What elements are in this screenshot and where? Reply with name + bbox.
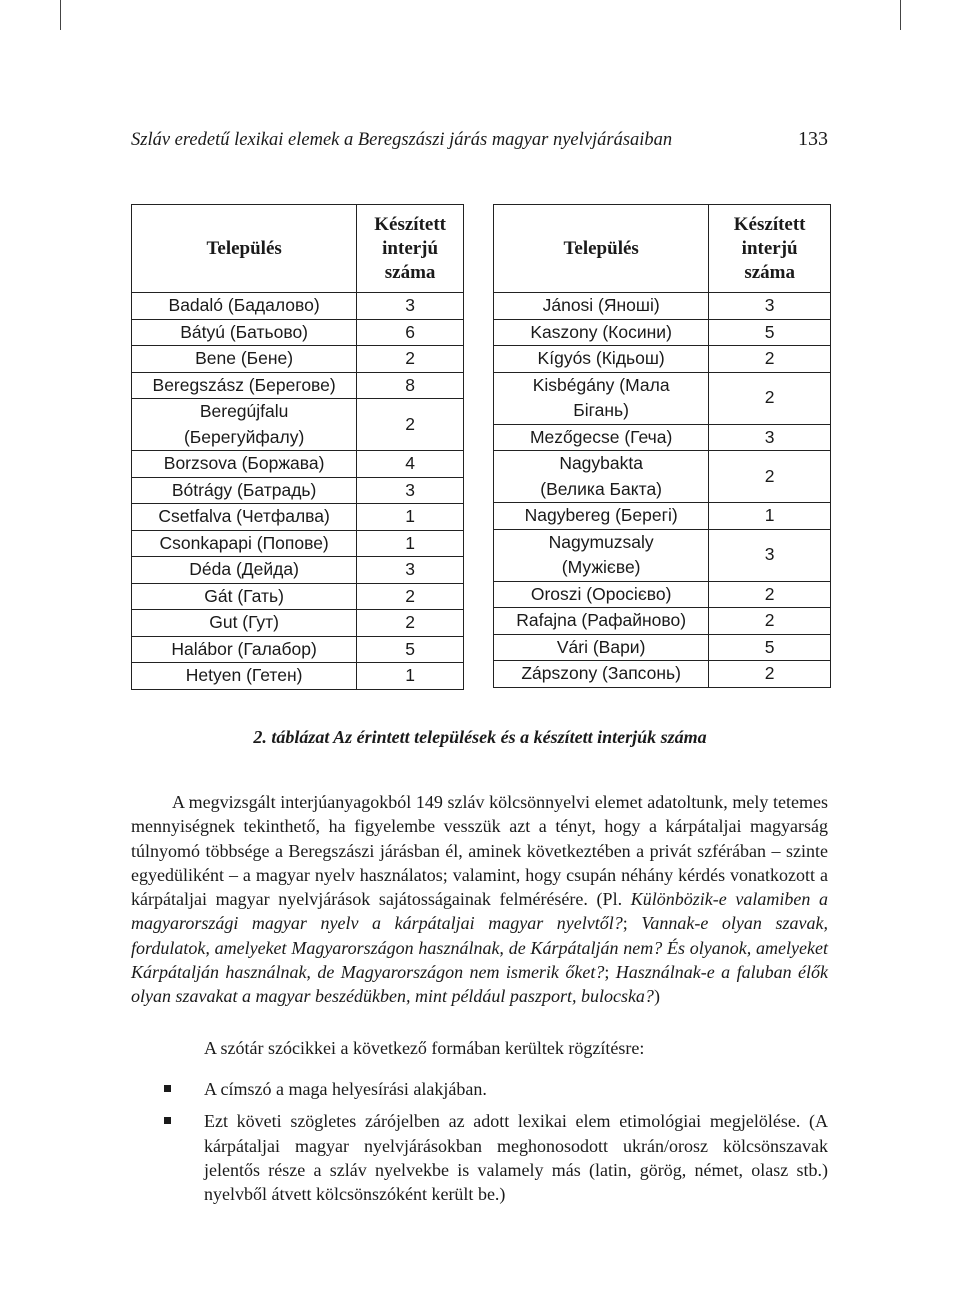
body-paragraph xyxy=(131,790,828,1009)
interview-count: 2 xyxy=(357,346,464,373)
paragraph-text: A megvizsgált interjúanyagokból 149 szláv kölcsönnyelvi elemet adatoltunk, mely tetemes mennyiségnek tekinthető, ha figyelembe vesszük azt a tényt, hogy a kárpátaljai magyarság túlnyomó többsége a Beregszászi járásban él, aminek következtében a privát szférában – szinte egyedüliként – a magyar nyelv használatos; valamint, hogy csupán néhány kérdés vonatkozott a kárpátaljai magyar nyelvjárások sajátosságainak felmérésére. (Pl. xyxy=(131,792,828,910)
table-row xyxy=(494,293,831,320)
paragraph-text: ; xyxy=(604,962,616,983)
interview-count: 3 xyxy=(709,529,831,581)
table-row xyxy=(132,557,464,584)
settlement-name: Gut (Гут) xyxy=(132,610,357,637)
interview-count: 2 xyxy=(357,583,464,610)
settlement-name-line: Nagymuzsaly xyxy=(548,531,654,552)
table-row xyxy=(132,293,464,320)
header-line: Készített xyxy=(733,213,806,235)
settlement-name xyxy=(494,372,709,424)
settlement-name xyxy=(494,451,709,503)
header-settlement: Település xyxy=(494,205,709,293)
interview-count: 5 xyxy=(709,319,831,346)
square-bullet-icon xyxy=(164,1085,171,1092)
interview-count: 2 xyxy=(709,581,831,608)
settlement-name: Oroszi (Оросієво) xyxy=(494,581,709,608)
settlement-name-line: (Велика Бакта) xyxy=(540,478,663,499)
list-item-text: Ezt követi szögletes zárójelben az adott lexikai elem etimológiai megjelölése. (A kárpátaljai magyar nyelvjárásokban meghonosodott ukrán/orosz kölcsönszavak jelentős része a szláv nyelvekbe is valamely más (latin, görög, német, olasz stb.) nyelvből átvett kölcsönszóként került be.) xyxy=(204,1111,828,1205)
header-line: száma xyxy=(384,261,436,283)
table-row xyxy=(132,610,464,637)
interview-count: 3 xyxy=(709,293,831,320)
example-question: Használnak-e a faluban élők olyan szavakat a magyar beszédükben, mint például paszport, bulocska? xyxy=(131,962,828,1007)
settlement-name-line: (Мужієве) xyxy=(561,557,641,577)
entry-format-intro: A szótár szócikkei a következő formában kerültek rögzítésre: xyxy=(204,1038,645,1058)
interview-count: 2 xyxy=(709,661,831,688)
settlement-name-line: (Берегуйфалу) xyxy=(183,426,305,447)
interview-count: 1 xyxy=(709,503,831,530)
example-question: Különbözik-e valamiben a magyarországi magyar nyelv a kárpátaljai magyar nyelvtől? xyxy=(131,889,828,934)
table-row xyxy=(494,503,831,530)
interview-count: 3 xyxy=(357,477,464,504)
settlement-name: Csetfalva (Четфалва) xyxy=(132,504,357,531)
page-number: 133 xyxy=(798,128,828,150)
interview-count: 2 xyxy=(709,372,831,424)
interview-count: 5 xyxy=(709,634,831,661)
interview-count: 2 xyxy=(709,346,831,373)
table-row xyxy=(132,663,464,690)
table-row xyxy=(132,399,464,451)
table-row xyxy=(132,477,464,504)
settlement-name: Vári (Вари) xyxy=(494,634,709,661)
paragraph-text: ; xyxy=(622,913,642,934)
settlement-name: Jánosi (Яноші) xyxy=(494,293,709,320)
settlement-name: Nagybereg (Берегі) xyxy=(494,503,709,530)
list-item xyxy=(131,1109,828,1206)
interview-count: 3 xyxy=(709,424,831,451)
interview-count: 2 xyxy=(357,399,464,451)
interview-count: 8 xyxy=(357,372,464,399)
list-item-text: A címszó a maga helyesírási alakjában. xyxy=(204,1079,487,1099)
header-line: interjú xyxy=(741,237,798,259)
settlement-name: Déda (Дейда) xyxy=(132,557,357,584)
table-row xyxy=(494,451,831,503)
settlement-name: Mezőgecse (Геча) xyxy=(494,424,709,451)
header-interview-count xyxy=(709,205,831,293)
interview-count: 5 xyxy=(357,636,464,663)
table-row xyxy=(494,661,831,688)
table-row xyxy=(494,581,831,608)
interview-count: 2 xyxy=(357,610,464,637)
table-row xyxy=(494,608,831,635)
crop-mark-left xyxy=(60,0,61,30)
interview-count: 2 xyxy=(709,451,831,503)
table-row xyxy=(494,346,831,373)
settlement-name: Hetyen (Гетен) xyxy=(132,663,357,690)
example-question: Vannak-e olyan szavak, fordulatok, amelyeket Magyarországon használnak, de Kárpátalján nem? És olyanok, amelyeket Kárpátalján használnak, de Magyarországon nem ismerik őket? xyxy=(131,913,828,983)
interview-count: 1 xyxy=(357,530,464,557)
interview-count: 6 xyxy=(357,319,464,346)
table-row xyxy=(132,319,464,346)
table-row xyxy=(132,451,464,478)
interview-count: 1 xyxy=(357,504,464,531)
running-title: Szláv eredetű lexikai elemek a Beregszászi járás magyar nyelvjárásaiban xyxy=(131,130,673,150)
settlement-name-line: Beregújfalu xyxy=(199,401,289,421)
settlement-name-line: Kisbégány (Мала xyxy=(532,374,670,395)
header-settlement: Település xyxy=(132,205,357,293)
interview-count: 2 xyxy=(709,608,831,635)
settlement-name: Bátyú (Батьово) xyxy=(132,319,357,346)
table-row xyxy=(494,634,831,661)
interview-count: 1 xyxy=(357,663,464,690)
table-header-row xyxy=(132,205,464,293)
interview-count: 4 xyxy=(357,451,464,478)
header-line: Készített xyxy=(374,213,446,235)
settlement-name: Bótrágy (Батрадь) xyxy=(132,477,357,504)
settlement-name: Halábor (Галабор) xyxy=(132,636,357,663)
settlement-name: Bene (Бене) xyxy=(132,346,357,373)
interview-count: 3 xyxy=(357,293,464,320)
table-row xyxy=(494,372,831,424)
settlement-name: Kígyós (Кідьош) xyxy=(494,346,709,373)
interview-count: 3 xyxy=(357,557,464,584)
paragraph-text: ) xyxy=(653,986,660,1007)
table-row xyxy=(132,530,464,557)
settlement-name-line: Nagybakta xyxy=(559,453,643,473)
entry-format-list xyxy=(131,1077,828,1214)
settlements-table-left xyxy=(131,204,464,690)
table-row xyxy=(494,424,831,451)
settlement-name: Zápszony (Запсонь) xyxy=(494,661,709,688)
table-row xyxy=(132,583,464,610)
settlement-name xyxy=(132,399,357,451)
settlement-name: Badaló (Бадалово) xyxy=(132,293,357,320)
settlement-name-line: Бігань) xyxy=(573,400,629,420)
settlement-name: Csonkapapi (Попове) xyxy=(132,530,357,557)
square-bullet-icon xyxy=(164,1117,171,1124)
table-row xyxy=(132,504,464,531)
settlement-name: Gát (Гать) xyxy=(132,583,357,610)
table-row xyxy=(494,319,831,346)
table-header-row xyxy=(494,205,831,293)
table-caption: 2. táblázat Az érintett települések és a készített interjúk száma xyxy=(253,727,707,747)
table-row xyxy=(494,529,831,581)
table-row xyxy=(132,346,464,373)
table-row xyxy=(132,636,464,663)
header-interview-count xyxy=(357,205,464,293)
header-line: száma xyxy=(744,261,795,283)
settlement-name: Beregszász (Берегове) xyxy=(132,372,357,399)
table-row xyxy=(132,372,464,399)
settlements-table-right xyxy=(493,204,831,688)
settlement-name xyxy=(494,529,709,581)
list-item xyxy=(131,1077,828,1101)
settlement-name: Kaszony (Косини) xyxy=(494,319,709,346)
page-header xyxy=(131,128,828,151)
settlement-name: Rafajna (Рафайново) xyxy=(494,608,709,635)
settlement-name: Borzsova (Боржава) xyxy=(132,451,357,478)
header-line: interjú xyxy=(382,237,439,259)
crop-mark-right xyxy=(900,0,901,30)
